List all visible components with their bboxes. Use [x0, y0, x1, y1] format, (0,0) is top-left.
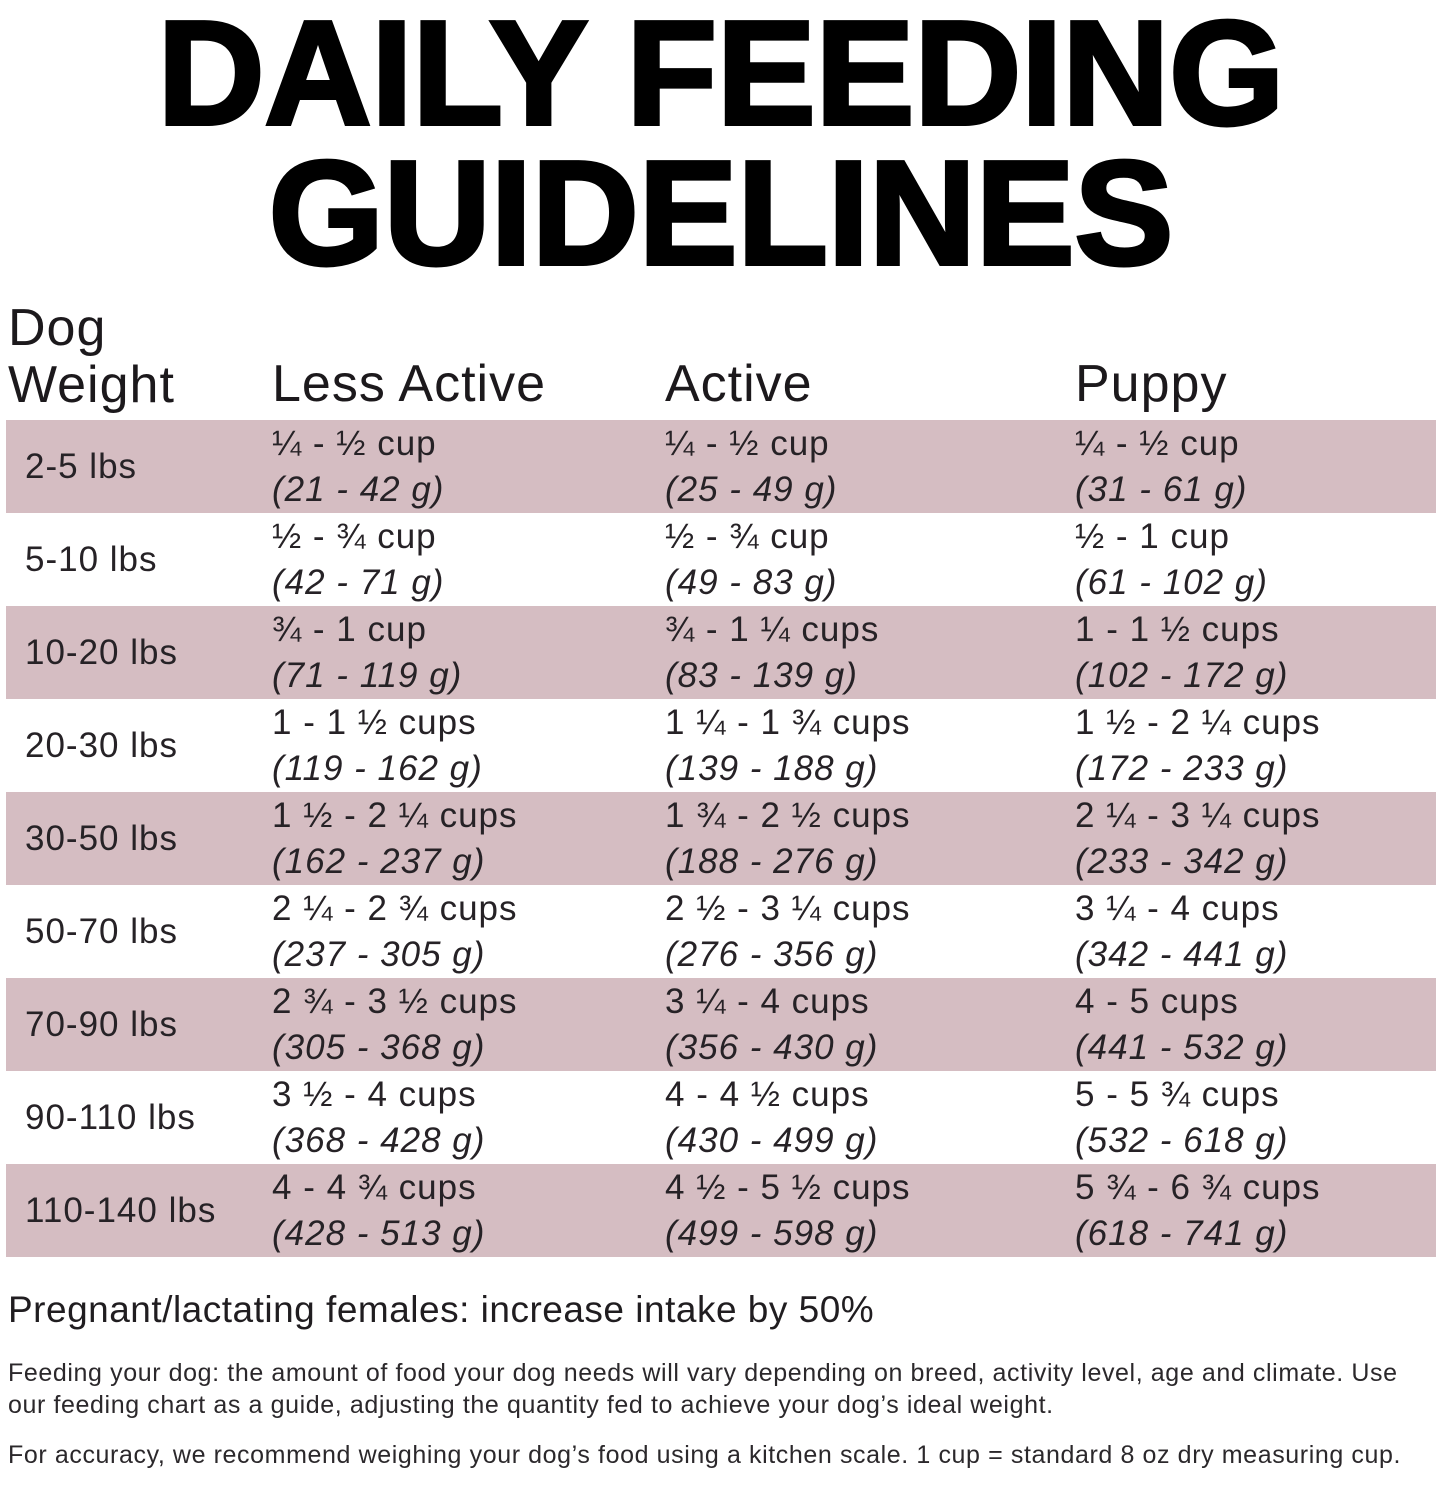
cups-range: 4 - 5 cups	[1075, 981, 1239, 1021]
grams-range: (71 - 119 g)	[272, 655, 463, 695]
weight-label: 2-5 lbs	[25, 446, 138, 486]
grams-range: (21 - 42 g)	[272, 469, 445, 509]
grams-range: (102 - 172 g)	[1075, 655, 1289, 695]
grams-range: (276 - 356 g)	[665, 934, 879, 974]
cell-puppy	[1050, 606, 1436, 699]
grams-range: (532 - 618 g)	[1075, 1120, 1289, 1160]
cups-range: 4 - 4 ¾ cups	[272, 1167, 477, 1207]
cups-range: ¾ - 1 cup	[272, 609, 427, 649]
grams-range: (139 - 188 g)	[665, 748, 879, 788]
grams-range: (356 - 430 g)	[665, 1027, 879, 1067]
grams-range: (368 - 428 g)	[272, 1120, 486, 1160]
cell-less-active	[247, 699, 640, 792]
cell-active	[640, 699, 1050, 792]
grams-range: (499 - 598 g)	[665, 1213, 879, 1253]
cups-range: 5 ¾ - 6 ¾ cups	[1075, 1167, 1321, 1207]
grams-range: (25 - 49 g)	[665, 469, 838, 509]
cups-range: 1 - 1 ½ cups	[1075, 609, 1280, 649]
weight-label: 90-110 lbs	[25, 1097, 196, 1137]
weight-label: 10-20 lbs	[25, 632, 178, 672]
cell-puppy	[1050, 885, 1436, 978]
column-header-dog-weight	[6, 300, 247, 414]
cell-active	[640, 792, 1050, 885]
grams-range: (31 - 61 g)	[1075, 469, 1248, 509]
cell-active	[640, 885, 1050, 978]
table-row-110-140-lbs	[6, 1164, 1436, 1257]
grams-range: (49 - 83 g)	[665, 562, 838, 602]
column-header-dog-weight-line2: Weight	[8, 356, 175, 414]
column-header-puppy: Puppy	[1075, 355, 1228, 413]
cell-active	[640, 978, 1050, 1071]
table-row-50-70-lbs	[6, 885, 1436, 978]
cups-range: 1 ½ - 2 ¼ cups	[1075, 702, 1321, 742]
cell-less-active	[247, 1164, 640, 1257]
cell-less-active	[247, 420, 640, 513]
cups-range: 5 - 5 ¾ cups	[1075, 1074, 1280, 1114]
cell-active	[640, 513, 1050, 606]
cell-puppy	[1050, 792, 1436, 885]
cups-range: 4 ½ - 5 ½ cups	[665, 1167, 911, 1207]
cups-range: 1 - 1 ½ cups	[272, 702, 477, 742]
weight-label: 20-30 lbs	[25, 725, 178, 765]
grams-range: (342 - 441 g)	[1075, 934, 1289, 974]
grams-range: (119 - 162 g)	[272, 748, 483, 788]
table-row-5-10-lbs	[6, 513, 1436, 606]
cell-active	[640, 1071, 1050, 1164]
grams-range: (61 - 102 g)	[1075, 562, 1268, 602]
cups-range: ¾ - 1 ¼ cups	[665, 609, 880, 649]
cups-range: ¼ - ½ cup	[665, 423, 830, 463]
cups-range: ½ - ¾ cup	[272, 516, 437, 556]
cell-puppy	[1050, 978, 1436, 1071]
cell-active	[640, 606, 1050, 699]
grams-range: (441 - 532 g)	[1075, 1027, 1289, 1067]
weight-label: 110-140 lbs	[25, 1190, 217, 1230]
grams-range: (188 - 276 g)	[665, 841, 879, 881]
cell-active	[640, 1164, 1050, 1257]
cell-puppy	[1050, 1164, 1436, 1257]
table-row-20-30-lbs	[6, 699, 1436, 792]
cell-less-active	[247, 978, 640, 1071]
grams-range: (233 - 342 g)	[1075, 841, 1289, 881]
table-row-70-90-lbs	[6, 978, 1436, 1071]
table-row-90-110-lbs	[6, 1071, 1436, 1164]
cell-puppy	[1050, 513, 1436, 606]
cell-active	[640, 420, 1050, 513]
cups-range: 3 ¼ - 4 cups	[1075, 888, 1280, 928]
grams-range: (428 - 513 g)	[272, 1213, 486, 1253]
pregnant-note: Pregnant/lactating females: increase intake by 50%	[8, 1289, 875, 1330]
page-title-line2: GUIDELINES	[268, 131, 1174, 296]
weight-label: 5-10 lbs	[25, 539, 158, 579]
grams-range: (430 - 499 g)	[665, 1120, 879, 1160]
feeding-note: Feeding your dog: the amount of food your dog needs will vary depending on breed, activity level, age and climate. Use our feeding chart as a guide, adjusting the quantity fed to achieve your dog’s ideal weight.	[8, 1359, 1398, 1419]
cups-range: 1 ½ - 2 ¼ cups	[272, 795, 518, 835]
table-row-10-20-lbs	[6, 606, 1436, 699]
table-header-row	[6, 292, 1436, 420]
accuracy-note: For accuracy, we recommend weighing your dog’s food using a kitchen scale. 1 cup = standard 8 oz dry measuring cup.	[8, 1441, 1402, 1469]
cell-puppy	[1050, 420, 1436, 513]
column-header-active: Active	[665, 355, 813, 413]
cups-range: 2 ½ - 3 ¼ cups	[665, 888, 911, 928]
cups-range: 2 ¼ - 2 ¾ cups	[272, 888, 518, 928]
cell-less-active	[247, 885, 640, 978]
cell-less-active	[247, 1071, 640, 1164]
grams-range: (618 - 741 g)	[1075, 1213, 1289, 1253]
cups-range: 1 ¼ - 1 ¾ cups	[665, 702, 911, 742]
cell-less-active	[247, 606, 640, 699]
page-title	[0, 0, 1442, 296]
grams-range: (172 - 233 g)	[1075, 748, 1289, 788]
weight-label: 50-70 lbs	[25, 911, 178, 951]
cups-range: ¼ - ½ cup	[1075, 423, 1240, 463]
cups-range: 3 ½ - 4 cups	[272, 1074, 477, 1114]
cell-puppy	[1050, 1071, 1436, 1164]
grams-range: (83 - 139 g)	[665, 655, 858, 695]
cups-range: ½ - 1 cup	[1075, 516, 1230, 556]
table-row-30-50-lbs	[6, 792, 1436, 885]
column-header-dog-weight-line1: Dog	[8, 299, 107, 357]
grams-range: (42 - 71 g)	[272, 562, 445, 602]
cell-less-active	[247, 513, 640, 606]
feeding-table	[0, 420, 1442, 1257]
weight-label: 30-50 lbs	[25, 818, 178, 858]
column-header-less-active: Less Active	[272, 355, 547, 413]
cell-less-active	[247, 792, 640, 885]
cups-range: ½ - ¾ cup	[665, 516, 830, 556]
cups-range: 3 ¼ - 4 cups	[665, 981, 870, 1021]
cups-range: 2 ¼ - 3 ¼ cups	[1075, 795, 1321, 835]
table-row-2-5-lbs	[6, 420, 1436, 513]
grams-range: (305 - 368 g)	[272, 1027, 486, 1067]
grams-range: (237 - 305 g)	[272, 934, 486, 974]
weight-label: 70-90 lbs	[25, 1004, 178, 1044]
cups-range: 2 ¾ - 3 ½ cups	[272, 981, 518, 1021]
grams-range: (162 - 237 g)	[272, 841, 486, 881]
cell-puppy	[1050, 699, 1436, 792]
cups-range: 1 ¾ - 2 ½ cups	[665, 795, 911, 835]
cups-range: ¼ - ½ cup	[272, 423, 437, 463]
cups-range: 4 - 4 ½ cups	[665, 1074, 870, 1114]
page-title-line1: DAILY FEEDING	[157, 0, 1285, 156]
